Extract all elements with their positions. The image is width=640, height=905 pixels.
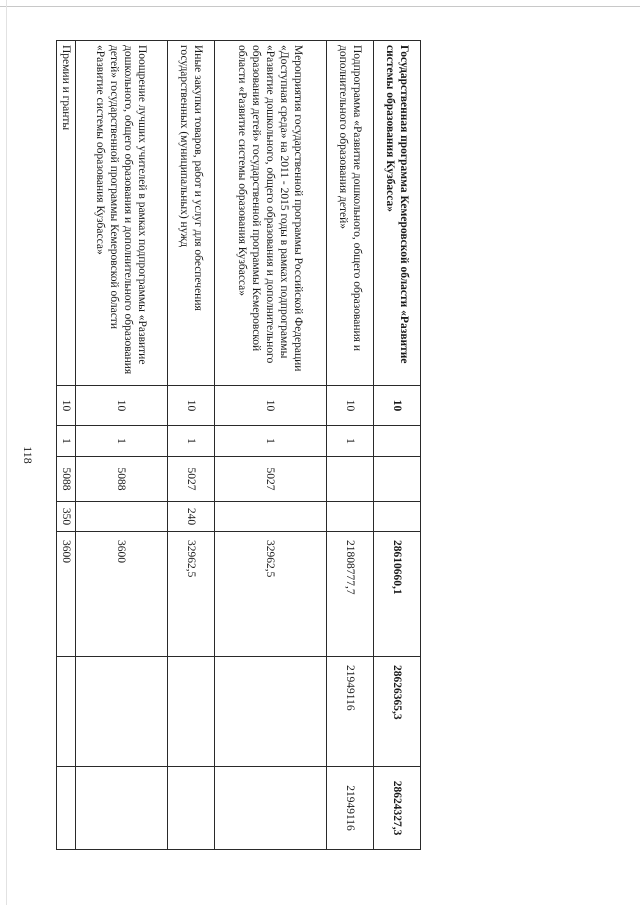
row-year3: [215, 767, 327, 850]
table-row: [57, 41, 76, 850]
row-vr: [327, 502, 374, 532]
row-year1: 21808777,7: [327, 532, 374, 657]
row-ved: 10: [374, 386, 421, 426]
table-row: [168, 41, 215, 850]
row-csr: 5027: [168, 457, 215, 502]
row-razdel: 1: [57, 426, 76, 457]
row-vr: 350: [57, 502, 76, 532]
row-year2: 21949116: [327, 657, 374, 767]
row-ved: 10: [57, 386, 76, 426]
row-ved: 10: [168, 386, 215, 426]
budget-table-rotated: [59, 40, 421, 849]
row-name: Поощрение лучших учителей в рамках подпрограммы «Развитие дошкольного, общего образования и дополнительного образования детей» государственной программы Кемеровской области «Развитие системы образования Кузбасса»: [76, 41, 168, 386]
row-csr: 5088: [57, 457, 76, 502]
scan-edge-left: [6, 0, 7, 905]
row-ved: 10: [215, 386, 327, 426]
row-razdel: [374, 426, 421, 457]
row-ved: 10: [327, 386, 374, 426]
table-row: [215, 41, 327, 850]
budget-table: [56, 40, 421, 850]
row-year3: [57, 767, 76, 850]
row-razdel: 1: [327, 426, 374, 457]
table-row: [374, 41, 421, 850]
table-row: [76, 41, 168, 850]
row-vr: [374, 502, 421, 532]
row-year2: [76, 657, 168, 767]
row-year2: [168, 657, 215, 767]
row-vr: [76, 502, 168, 532]
row-year3: [168, 767, 215, 850]
row-razdel: 1: [168, 426, 215, 457]
row-year1: 32962,5: [215, 532, 327, 657]
row-name: Подпрограмма «Развитие дошкольного, общего образования и дополнительного образования детей»: [327, 41, 374, 386]
row-year1: 3600: [76, 532, 168, 657]
scan-edge-top: [0, 6, 640, 7]
row-name: Мероприятия государственной программы Российской Федерации «Доступная среда» на 2011 - 2015 годы в рамках подпрограммы «Развитие дошкольного, общего образования и дополнительного образования детей» государственной программы Кемеровской области «Развитие системы образования Кузбасса»: [215, 41, 327, 386]
row-year1: 28610660,1: [374, 532, 421, 657]
row-name: Премии и гранты: [57, 41, 76, 386]
row-csr: 5088: [76, 457, 168, 502]
row-razdel: 1: [76, 426, 168, 457]
row-csr: [327, 457, 374, 502]
row-year2: [57, 657, 76, 767]
row-year2: 28626365,3: [374, 657, 421, 767]
row-razdel: 1: [215, 426, 327, 457]
row-name: Государственная программа Кемеровской области «Развитие системы образования Кузбасса»: [374, 41, 421, 386]
row-year1: 32962,5: [168, 532, 215, 657]
row-ved: 10: [76, 386, 168, 426]
row-year3: 28624327,3: [374, 767, 421, 850]
row-vr: [215, 502, 327, 532]
row-name: Иные закупки товаров, работ и услуг для обеспечения государственных (муниципальных) нужд: [168, 41, 215, 386]
row-year3: 21949116: [327, 767, 374, 850]
page-number: 118: [21, 446, 35, 464]
table-row: [327, 41, 374, 850]
row-year2: [215, 657, 327, 767]
row-year1: 3600: [57, 532, 76, 657]
row-csr: [374, 457, 421, 502]
row-year3: [76, 767, 168, 850]
row-vr: 240: [168, 502, 215, 532]
row-csr: 5027: [215, 457, 327, 502]
